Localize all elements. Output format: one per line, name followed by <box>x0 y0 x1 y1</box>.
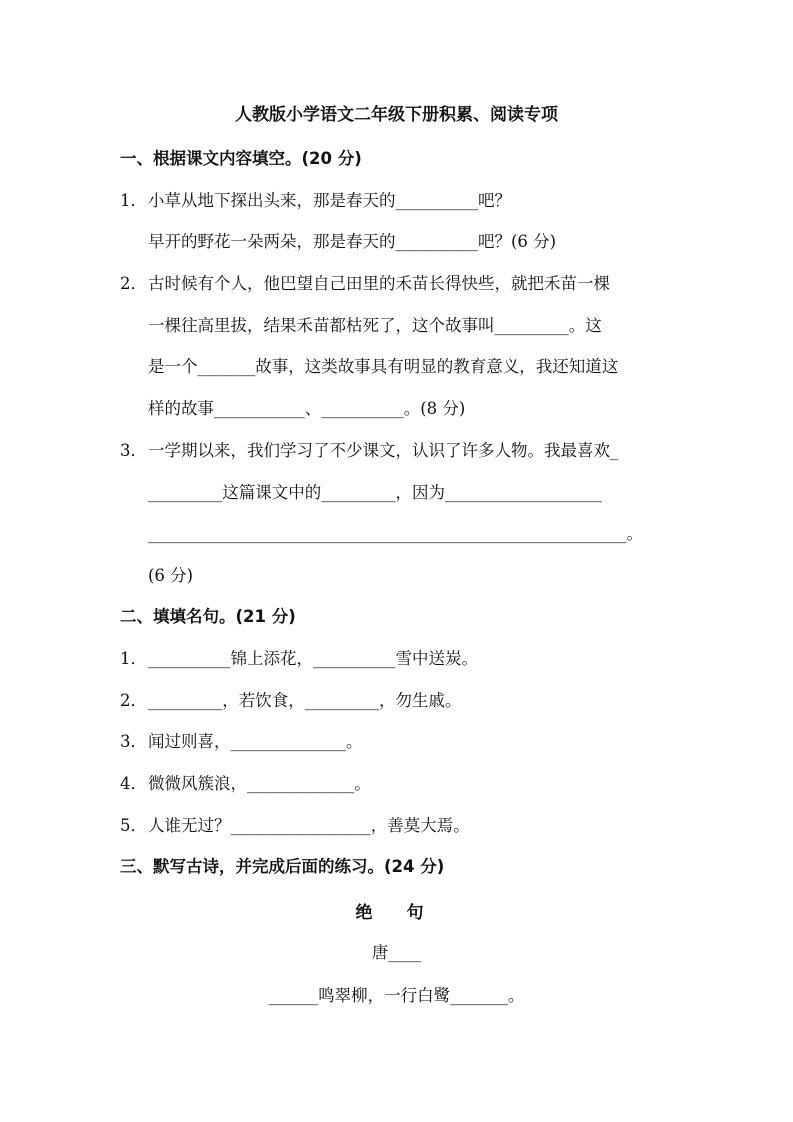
item-text: __________锦上添花，__________雪中送炭。 <box>148 649 478 668</box>
item-number: 4． <box>120 774 147 793</box>
question-3-line-4: (6 分) <box>148 566 194 585</box>
question-text: 一学期以来，我们学习了不少课文，认识了许多人物。我最喜欢_ <box>148 441 619 460</box>
question-2-line-1 <box>120 273 610 295</box>
item-number: 2． <box>120 691 147 710</box>
question-1-line-1 <box>120 190 511 212</box>
item-number: 5． <box>120 816 147 835</box>
question-number: 3． <box>120 441 147 460</box>
section-1-heading: 一、根据课文内容填空。(20 分) <box>120 149 362 168</box>
poem-line-1: ______鸣翠柳，一行白鹭_______。 <box>268 986 525 1005</box>
item-number: 3． <box>120 732 147 751</box>
page-title: 人教版小学语文二年级下册积累、阅读专项 <box>235 105 558 125</box>
item-number: 1． <box>120 649 147 668</box>
proverb-item <box>120 731 363 753</box>
question-1-line-2: 早开的野花一朵两朵，那是春天的__________吧？(6 分) <box>148 232 557 251</box>
proverb-item <box>120 773 371 795</box>
item-text: 微微风簇浪，_____________。 <box>148 774 371 793</box>
question-number: 1． <box>120 191 147 210</box>
question-3-line-3: __________________________________________________________。 <box>148 524 643 543</box>
section-3-heading: 三、默写古诗，并完成后面的练习。(24 分) <box>120 857 445 876</box>
proverb-item <box>120 690 462 712</box>
poem-dynasty: 唐____ <box>371 943 422 962</box>
question-text: 古时候有个人，他巴望自己田里的禾苗长得快些，就把禾苗一棵 <box>148 274 610 293</box>
question-text: 小草从地下探出头来，那是春天的__________吧？ <box>148 191 511 210</box>
poem-title: 绝 句 <box>355 903 438 923</box>
section-2-heading: 二、填填名句。(21 分) <box>120 607 296 626</box>
proverb-item <box>120 648 478 670</box>
question-3-line-2: _________这篇课文中的_________，因为___________________ <box>148 483 602 502</box>
proverb-item <box>120 815 470 837</box>
question-2-line-4: 样的故事___________、__________。(8 分) <box>148 399 466 418</box>
question-2-line-3: 是一个_______故事，这类故事具有明显的教育意义，我还知道这 <box>148 357 619 376</box>
question-3-line-1 <box>120 440 618 462</box>
question-number: 2． <box>120 274 147 293</box>
item-text: 人谁无过？_________________，善莫大焉。 <box>148 816 470 835</box>
item-text: _________，若饮食，_________，勿生戚。 <box>148 691 462 710</box>
item-text: 闻过则喜，______________。 <box>148 732 363 751</box>
question-2-line-2: 一棵往高里拔，结果禾苗都枯死了，这个故事叫_________。这 <box>148 316 602 335</box>
